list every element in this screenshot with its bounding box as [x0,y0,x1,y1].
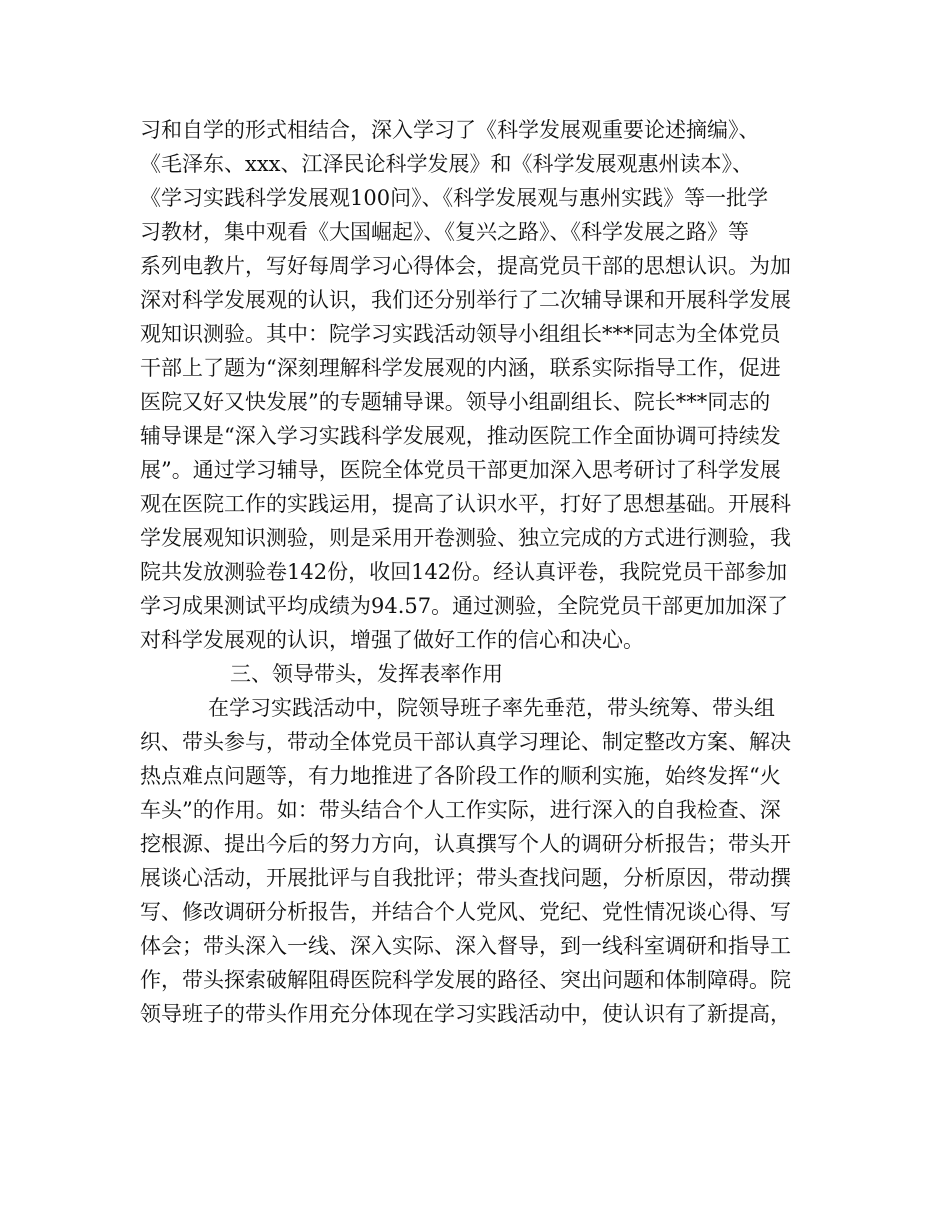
text-line: 展谈心活动，开展批评与自我批评；带头查找问题，分析原因，带动撰 [140,866,791,890]
text-line: 干部上了题为“深刻理解科学发展观的内涵，联系实际指导工作，促进 [140,356,781,380]
text-line: 写、修改调研分析报告，并结合个人党风、党纪、党性情况谈心得、写 [140,900,791,924]
text-line: 对科学发展观的认识，增强了做好工作的信心和决心。 [140,628,644,652]
text-line: 观知识测验。其中：院学习实践活动领导小组组长***同志为全体党员 [140,322,781,346]
text-line: 观在医院工作的实践运用，提高了认识水平，打好了思想基础。开展科 [140,492,791,516]
section-heading: 三、领导带头，发挥表率作用 [230,662,503,686]
text-line: 《毛泽东、xxx、江泽民论科学发展》和《科学发展观惠州读本》、 [140,152,754,176]
text-line: 领导班子的带头作用充分体现在学习实践活动中，使认识有了新提高， [140,1002,791,1026]
text-line: 习教材，集中观看《大国崛起》、《复兴之路》、《科学发展之路》等 [140,220,749,244]
text-line: 在学习实践活动中，院领导班子率先垂范，带头统筹、带头组 [208,696,775,720]
text-line: 车头”的作用。如：带头结合个人工作实际，进行深入的自我检查、深 [140,798,781,822]
text-line: 织、带头参与，带动全体党员干部认真学习理论、制定整改方案、解决 [140,730,791,754]
text-line: 体会；带头深入一线、深入实际、深入督导，到一线科室调研和指导工 [140,934,791,958]
text-line: 院共发放测验卷142份，收回142份。经认真评卷，我院党员干部参加 [140,560,788,584]
text-line: 习和自学的形式相结合，深入学习了《科学发展观重要论述摘编》、 [140,118,760,142]
text-line: 作，带头探索破解阻碍医院科学发展的路径、突出问题和体制障碍。院 [140,968,791,992]
text-line: 辅导课是“深入学习实践科学发展观，推动医院工作全面协调可持续发 [140,424,781,448]
text-line: 系列电教片，写好每周学习心得体会，提高党员干部的思想认识。为加 [140,254,791,278]
text-line: 学习成果测试平均成绩为94.57。通过测验，全院党员干部更加加深了 [140,594,789,618]
text-line: 学发展观知识测验，则是采用开卷测验、独立完成的方式进行测验，我 [140,526,791,550]
text-line: 挖根源、提出今后的努力方向，认真撰写个人的调研分析报告；带头开 [140,832,791,856]
text-line: 热点难点问题等，有力地推进了各阶段工作的顺利实施，始终发挥“火 [140,764,781,788]
text-line: 展”。通过学习辅导，医院全体党员干部更加深入思考研讨了科学发展 [140,458,781,482]
text-line: 医院又好又快发展”的专题辅导课。领导小组副组长、院长***同志的 [140,390,771,414]
text-line: 深对科学发展观的认识，我们还分别举行了二次辅导课和开展科学发展 [140,288,791,312]
text-line: 《学习实践科学发展观100问》、《科学发展观与惠州实践》等一批学 [140,186,769,210]
body-text [140,113,820,1031]
